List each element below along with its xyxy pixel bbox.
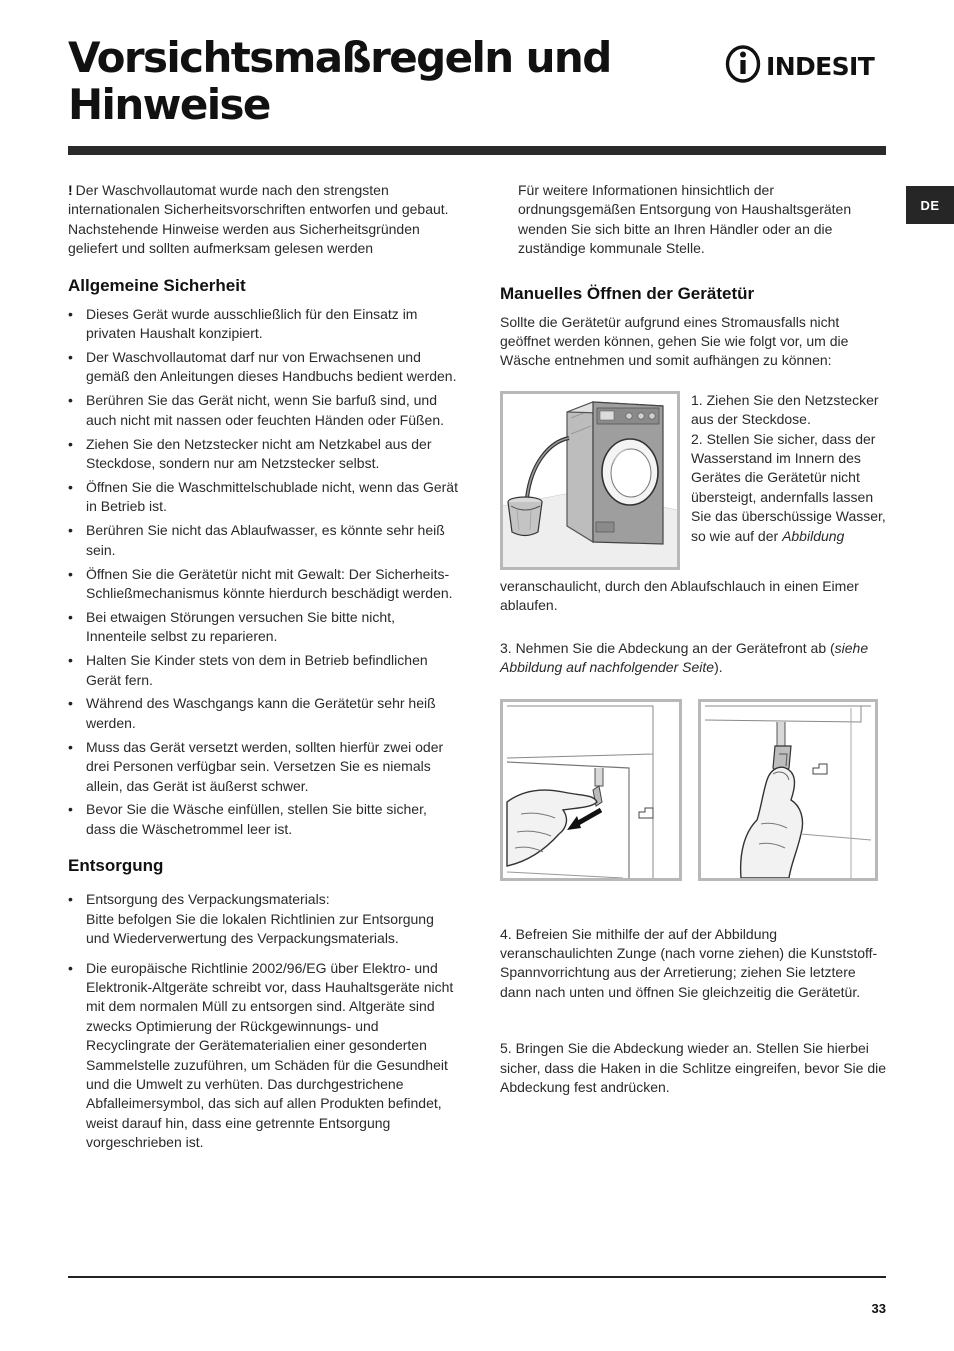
figures-cover (500, 699, 888, 895)
heading-disposal: Entsorgung (68, 856, 164, 876)
warning-mark: ! (68, 182, 73, 198)
manual-opening-description: Sollte die Gerätetür aufgrund eines Stromausfalls nicht geöffnet werden können, gehen Sie wie folgt vor, um die Wäsche entnehmen und somit aufhängen zu können: (500, 313, 849, 369)
step-3-italic: siehe Abbildung auf nachfolgender Seite (500, 639, 869, 676)
cover-removal-illustration (500, 699, 682, 881)
washer-drain-illustration (500, 391, 680, 570)
left-column (68, 181, 458, 1163)
heading-manual-opening: Manuelles Öffnen der Gerätetür (500, 283, 755, 303)
header-rule (68, 146, 886, 155)
step-1: 1. Ziehen Sie den Netzstecker aus der Steckdose. (691, 391, 879, 428)
list-item (68, 890, 458, 948)
list-item: • Bei etwaigen Störungen versuchen Sie bitte nicht, Innenteile selbst zu reparieren. (68, 608, 458, 647)
latch-release-illustration (698, 699, 878, 881)
packaging-text: Bitte befolgen Sie die lokalen Richtlinien zur Entsorgung und Wiederverwertung des Verpackungsmaterials. (86, 910, 434, 947)
step-2 (691, 430, 888, 546)
list-item: • Öffnen Sie die Gerätetür nicht mit Gewalt: Der Sicherheits-Schließmechanismus könnte hierdurch beschädigt werden. (68, 565, 458, 604)
page-number: 33 (871, 1301, 886, 1316)
disposal-list (68, 890, 458, 1152)
list-item: • Halten Sie Kinder stets von dem in Betrieb befindlichen Gerät fern. (68, 651, 458, 690)
page-title: Vorsichtsmaßregeln und Hinweise (68, 33, 611, 129)
list-item: • Der Waschvollautomat darf nur von Erwachsenen und gemäß den Anleitungen dieses Handbuchs bedient werden. (68, 348, 458, 387)
list-item: • Dieses Gerät wurde ausschließlich für den Einsatz im privaten Haushalt konzipiert. (68, 305, 458, 344)
list-item: • Ziehen Sie den Netzstecker nicht am Netzkabel aus der Steckdose, sondern nur am Netzstecker selbst. (68, 435, 458, 474)
step-5: 5. Bringen Sie die Abdeckung wieder an. Stellen Sie hierbei sicher, dass die Haken in die Schlitze eingreifen, bevor Sie die Abdeckung fest andrücken. (500, 1040, 886, 1096)
heading-general-safety: Allgemeine Sicherheit (68, 275, 246, 295)
list-item: • Muss das Gerät versetzt werden, sollten hierfür zwei oder drei Personen verfügbar sein. Versetzen Sie es niemals allein, das Gerät ist äußerst schwer. (68, 738, 458, 796)
brand-name: INDESIT (766, 52, 875, 81)
step-2-continued: veranschaulicht, durch den Ablaufschlauch in einen Eimer ablaufen. (500, 577, 859, 614)
list-item: • Berühren Sie das Gerät nicht, wenn Sie barfuß sind, und auch nicht mit nassen oder feuchten Händen oder Füßen. (68, 391, 458, 430)
packaging-title: • Entsorgung des Verpackungsmaterials: (86, 891, 330, 908)
step-2-italic: Abbildung (782, 527, 845, 544)
intro-paragraph (68, 181, 458, 259)
step-2-text: 2. Stellen Sie sicher, dass der Wasserstand im Innern des Gerätes die Gerätetür nicht übersteigt, andernfalls lassen Sie das überschüssige Wasser, so wie auf der (691, 430, 886, 544)
intro-text: Der Waschvollautomat wurde nach den strengsten internationalen Sicherheitsvorschriften entworfen und gebaut. Nachstehende Hinweise werden aus Sicherheitsgründen geliefert und sollten aufmerksam gelesen werden (68, 182, 449, 257)
list-item: • Berühren Sie nicht das Ablaufwasser, es könnte sehr heiß sein. (68, 521, 458, 560)
footer-rule (68, 1276, 886, 1278)
step-3-end: ). (714, 659, 723, 676)
step-3-text: 3. Nehmen Sie die Abdeckung an der Gerätefront ab ( (500, 639, 835, 656)
list-item: • Die europäische Richtlinie 2002/96/EG über Elektro- und Elektronik-Altgeräte schreibt vor, dass Hauhaltsgeräte nicht mit dem normalen Müll zu entsorgen sind. Altgeräte sind zwecks Optimierung der Rückgewinnungs- und Recyclingrate der Gerätematerialien einer gesonderten Sammelstelle zuzuführen, um Schäden für die Gesundheit und die Umwelt zu verhüten. Das durchgestrichene Abfalleimersymbol, das sich auf allen Produkten befindet, weist darauf hin, dass eine getrennte Entsorgung vorgeschrieben ist. (68, 959, 458, 1153)
right-column (500, 181, 888, 1098)
list-item: • Öffnen Sie die Waschmittelschublade nicht, wenn das Gerät in Betrieb ist. (68, 478, 458, 517)
list-item: • Bevor Sie die Wäsche einfüllen, stellen Sie bitte sicher, dass die Wäschetrommel leer ist. (68, 800, 458, 839)
list-item: • Während des Waschgangs kann die Gerätetür sehr heiß werden. (68, 694, 458, 733)
general-safety-list (68, 305, 458, 840)
step-4: 4. Befreien Sie mithilfe der auf der Abbildung veranschaulichten Zunge (nach vorne ziehen) die Kunststoff-Spannvorrichtung aus der Arretierung; ziehen Sie letztere dann nach unten und öffnen Sie gleichzeitig die Gerätetür. (500, 925, 878, 1000)
indesit-logo-icon (724, 44, 888, 84)
language-tab: DE (906, 186, 954, 224)
steps-text (691, 391, 888, 546)
steps-1-2 (500, 391, 888, 641)
disposal-info: Für weitere Informationen hinsichtlich der ordnungsgemäßen Entsorgung von Haushaltsgeräten wenden Sie sich bitte an Ihren Händler oder an die zuständige kommunale Stelle. (518, 182, 852, 257)
step-3 (500, 639, 888, 678)
